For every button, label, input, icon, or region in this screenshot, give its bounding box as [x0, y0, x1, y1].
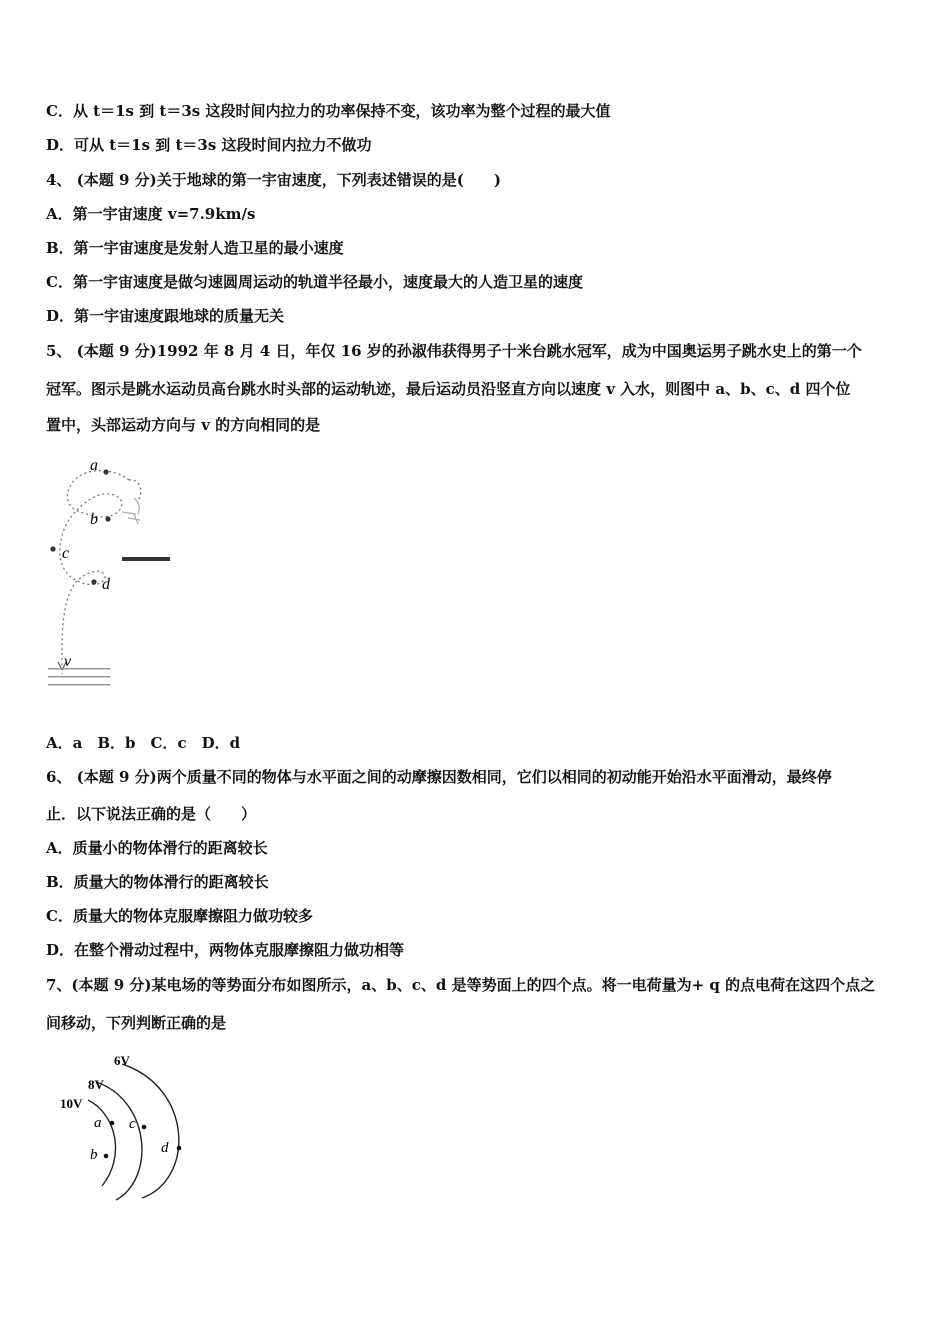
point-b-dot: [105, 516, 110, 521]
q7-stem-line1: 7、(本题 9 分)某电场的等势面分布如图所示，a、b、c、d 是等势面上的四个点。将一电荷量为+ q 的点电荷在这四个点之: [46, 976, 876, 994]
label-b: b: [90, 1147, 98, 1163]
label-d: d: [102, 576, 110, 593]
label-v: v: [64, 653, 72, 670]
label-10v: 10V: [60, 1096, 83, 1111]
q5-stem-line2: 冠军。图示是跳水运动员高台跳水时头部的运动轨迹，最后运动员沿竖直方向以速度 v 入水，则图中 a、b、c、d 四个位: [46, 380, 851, 398]
label-8v: 8V: [88, 1077, 104, 1092]
point-c-dot: [50, 546, 55, 551]
label-b: b: [90, 511, 98, 528]
diving-platform: [122, 557, 170, 561]
label-a: a: [90, 457, 98, 474]
water-surface: [48, 668, 110, 686]
q6-option-b: B．质量大的物体滑行的距离较长: [46, 873, 269, 891]
diving-trajectory-figure: [44, 448, 184, 698]
q4-option-a: A．第一宇宙速度 v=7.9km/s: [46, 205, 256, 223]
q3-option-c: C．从 t＝1s 到 t＝3s 这段时间内拉力的功率保持不变，该功率为整个过程的最大值: [46, 102, 611, 120]
equipotential-figure: [54, 1048, 194, 1208]
label-6v: 6V: [114, 1053, 130, 1068]
equipotential-8v: [96, 1082, 142, 1200]
label-c: c: [129, 1116, 136, 1132]
q6-option-c: C．质量大的物体克服摩擦阻力做功较多: [46, 907, 313, 925]
q4-stem: 4、 (本题 9 分)关于地球的第一宇宙速度，下列表述错误的是( ): [46, 171, 501, 189]
q6-option-a: A．质量小的物体滑行的距离较长: [46, 839, 268, 857]
label-d: d: [161, 1140, 169, 1156]
point-d-dot: [177, 1146, 182, 1151]
point-b-dot: [104, 1154, 109, 1159]
label-a: a: [94, 1115, 102, 1131]
q4-option-c: C．第一宇宙速度是做匀速圆周运动的轨道半径最小，速度最大的人造卫星的速度: [46, 273, 583, 291]
q7-stem-line2: 间移动，下列判断正确的是: [46, 1014, 227, 1032]
q3-option-d: D．可从 t＝1s 到 t＝3s 这段时间内拉力不做功: [46, 136, 372, 154]
point-c-dot: [142, 1125, 147, 1130]
label-c: c: [62, 545, 70, 562]
diver-sketch: [122, 498, 140, 524]
q5-stem-line3: 置中，头部运动方向与 v 的方向相同的是: [46, 416, 321, 434]
q5-options: A．a B．b C．c D．d: [46, 734, 241, 752]
point-a-dot: [110, 1121, 115, 1126]
point-d-dot: [91, 579, 96, 584]
q4-option-d: D．第一宇宙速度跟地球的质量无关: [46, 307, 285, 325]
q6-stem-line1: 6、 (本题 9 分)两个质量不同的物体与水平面之间的动摩擦因数相同，它们以相同的初动能开始沿水平面滑动，最终停: [46, 768, 832, 786]
q4-option-b: B．第一宇宙速度是发射人造卫星的最小速度: [46, 239, 344, 257]
q6-option-d: D．在整个滑动过程中，两物体克服摩擦阻力做功相等: [46, 941, 405, 959]
equipotential-10v: [88, 1100, 116, 1186]
q5-stem-line1: 5、 (本题 9 分)1992 年 8 月 4 日，年仅 16 岁的孙淑伟获得男子十米台跳水冠军，成为中国奥运男子跳水史上的第一个: [46, 342, 862, 360]
q6-stem-line2: 止．以下说法正确的是（ ）: [46, 805, 257, 823]
point-a-dot: [103, 469, 108, 474]
